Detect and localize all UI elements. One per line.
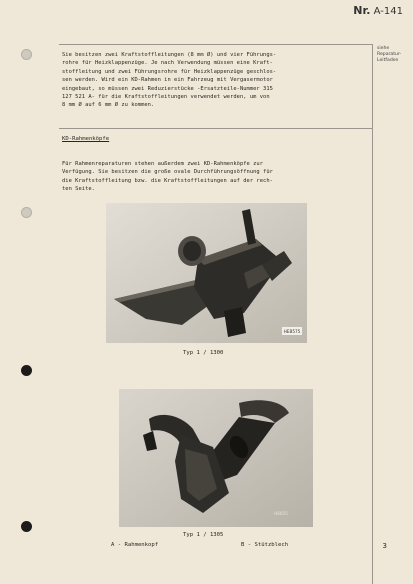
text-line: die Kraftstoffleitung bzw. die Kraftstoffleitungen auf der rech- [62,177,273,184]
text-line: 127 521 A- für die Kraftstoffleitungen verwendet werden, um von [62,94,270,101]
top-rule [59,44,372,45]
nr-label: Nr. [353,4,371,17]
text-line: Verfügung. Sie besitzen die große ovale Durchführungsöffnung für [62,169,273,176]
text-line: rohre für Heizklappenzüge. Je nach Verwendung müssen eine Kraft- [62,60,273,67]
photo-caption: Typ 1 / 1305 [183,532,224,538]
page-code-value: A-141 [373,6,403,17]
text-line: ten Seite. [62,186,95,193]
page-code [353,4,403,17]
photo-frame-head-1305 [119,389,313,527]
text-line: stoffleitung und zwei Führungsrohre für Heizklappenzüge geschlos- [62,68,277,75]
text-line: sen werden. Wird ein KD-Rahmen in ein Fahrzeug mit Vergasermotor [62,77,273,84]
side-note-line: Reparatur- [377,52,402,57]
text-line: 8 mm Ø auf 6 mm Ø zu kommen. [62,102,155,109]
punch-hole [21,521,32,532]
frame-head-illustration [119,389,313,527]
margin-rule [372,44,373,584]
text-line: Für Rahmenreparaturen stehen außerdem zwei KD-Rahmenköpfe zur [62,161,264,167]
photo-stamp: H6655 [274,511,288,516]
side-note-line: Leitfaden [377,58,399,63]
side-note [377,46,411,64]
punch-hole [21,49,32,60]
intro-paragraph [62,51,370,110]
section-paragraph [62,160,370,194]
legend-b: B - Stützblech [241,542,289,548]
punch-hole [21,207,32,218]
text-line: Sie besitzen zwei Kraftstoffleitungen (8 mm Ø) und vier Führungs- [62,52,277,58]
text-line: eingebaut, so müssen zwei Reduzierstücke -Ersatzteile-Nummer 315 [62,85,273,92]
photo-caption: Typ 1 / 1300 [183,350,224,356]
frame-head-illustration [106,203,307,343]
photo-stamp: HEB575 [283,329,301,334]
section-rule [59,128,372,129]
photo-frame-head-1300 [106,203,307,343]
section-heading: KD-Rahmenköpfe [62,136,110,142]
footer-number: 3 [382,542,387,550]
punch-hole [21,365,32,376]
side-note-line: siehe [377,46,390,51]
legend-a: A - Rahmenkopf [111,542,159,548]
